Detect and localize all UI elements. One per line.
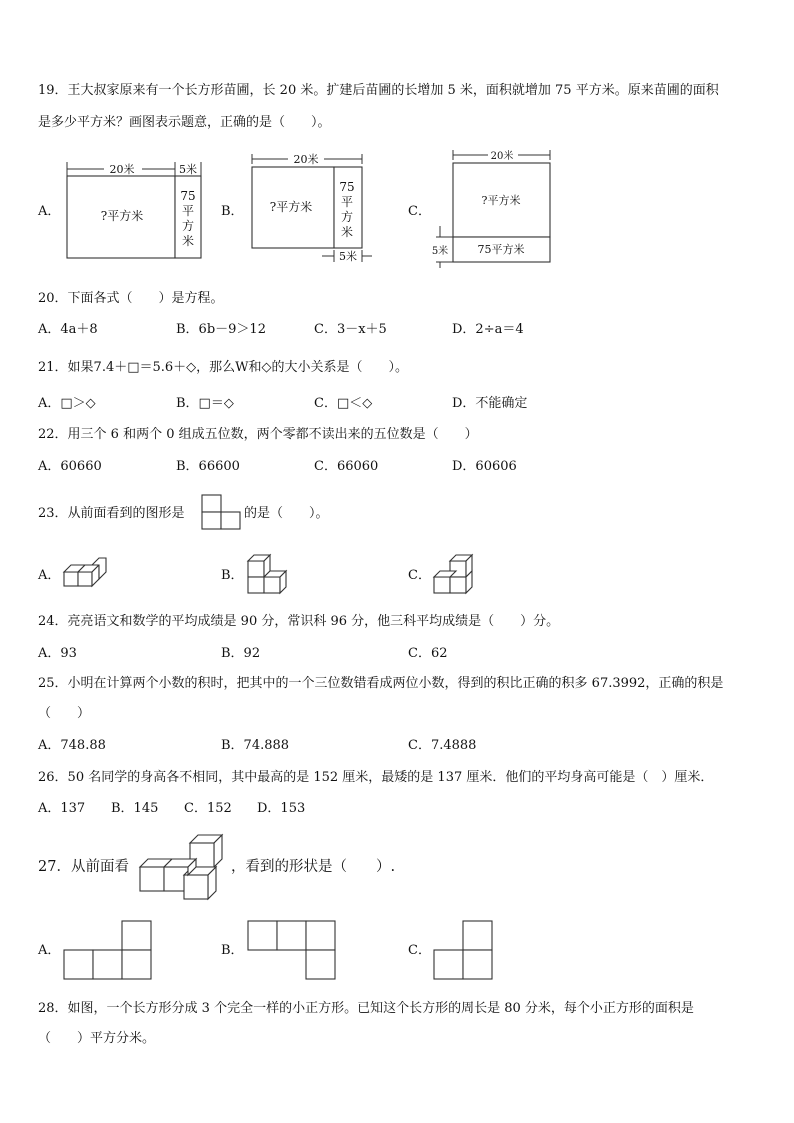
q25-stem-line1: 25．小明在计算两个小数的积时，把其中的一个三位数错看成两位小数，得到的积比正确的积多 67.3992，正确的积是 — [38, 676, 724, 691]
q21-option-b[interactable]: B．□＝◇ — [176, 396, 234, 411]
q20-option-c[interactable]: C．3－x＋5 — [314, 322, 387, 337]
q24-option-b[interactable]: B．92 — [221, 646, 261, 661]
q19c-len20: 20米 — [490, 151, 514, 162]
q26-option-c[interactable]: C．152 — [184, 801, 232, 816]
q19a-len20: 20米 — [109, 163, 135, 176]
q26-option-b[interactable]: B．145 — [111, 801, 159, 816]
q27-option-b-shape — [246, 918, 340, 982]
q27-option-a-label[interactable]: A． — [38, 943, 61, 958]
q20-option-d[interactable]: D．2÷a＝4 — [452, 322, 524, 337]
q25-option-a[interactable]: A．748.88 — [38, 738, 106, 753]
q23-option-c-cubes — [432, 553, 478, 595]
q21-option-a[interactable]: A．□＞◇ — [38, 396, 96, 411]
q22-option-b[interactable]: B．66600 — [176, 459, 240, 474]
q26-option-d[interactable]: D．153 — [257, 801, 306, 816]
q22-option-c[interactable]: C．66060 — [314, 459, 379, 474]
q21-option-c[interactable]: C．□＜◇ — [314, 396, 373, 411]
q23-option-c-label[interactable]: C． — [408, 568, 431, 583]
q23-stem-b: 的是（ ）。 — [244, 506, 329, 521]
q19a-area75-1: 75 — [180, 189, 196, 203]
q19a-unknown-area: ?平方米 — [100, 209, 144, 223]
q19c-len5: 5米 — [431, 246, 449, 257]
q23-option-b-label[interactable]: B． — [221, 568, 244, 583]
q19b-area75-1: 75 — [339, 180, 355, 194]
q21-option-d[interactable]: D．不能确定 — [452, 396, 528, 411]
q19a-area75-2: 平 — [181, 204, 195, 218]
q19b-area75-4: 米 — [340, 225, 354, 239]
q19-stem-line1: 19．王大叔家原来有一个长方形苗圃，长 20 米。扩建后苗圃的长增加 5 米，面积就增加 75 平方米。原来苗圃的面积 — [38, 83, 719, 98]
q23-option-a-label[interactable]: A． — [38, 568, 61, 583]
q19-option-c-label[interactable]: C． — [408, 204, 431, 219]
q19a-len5: 5米 — [179, 163, 197, 176]
q26-option-a[interactable]: A．137 — [38, 801, 86, 816]
q24-stem: 24．亮亮语文和数学的平均成绩是 90 分，常识科 96 分，他三科平均成绩是（ ）分。 — [38, 614, 560, 629]
q28-stem-line2: （ ）平方分米。 — [38, 1031, 156, 1046]
q19-figure-c — [428, 146, 558, 270]
q27-option-c-label[interactable]: C． — [408, 943, 431, 958]
q19-option-a-label[interactable]: A． — [38, 204, 61, 219]
q19c-unknown-area: ?平方米 — [481, 194, 521, 207]
q27-stem-b: ，看到的形状是（ ）. — [231, 859, 396, 875]
q28-stem-line1: 28．如图，一个长方形分成 3 个完全一样的小正方形。已知这个长方形的周长是 80 分米，每个小正方形的面积是 — [38, 1001, 694, 1016]
q27-option-b-label[interactable]: B． — [221, 943, 244, 958]
q20-option-b[interactable]: B．6b－9＞12 — [176, 322, 266, 337]
q26-stem: 26．50 名同学的身高各不相同，其中最高的是 152 厘米，最矮的是 137 厘米．他们的平均身高可能是（ ）厘米． — [38, 770, 714, 785]
q25-stem-line2: （ ） — [38, 706, 91, 721]
q25-option-c[interactable]: C．7.4888 — [408, 738, 477, 753]
q23-option-a-cubes — [62, 558, 108, 592]
q19b-area75-2: 平 — [340, 195, 354, 209]
q27-stem-a: 27．从前面看 — [38, 859, 129, 875]
q19-figure-b — [246, 150, 376, 268]
q22-option-d[interactable]: D．60606 — [452, 459, 517, 474]
q19-option-b-label[interactable]: B． — [221, 204, 244, 219]
q21-stem: 21．如果7.4＋□＝5.6＋◇，那么W和◇的大小关系是（ ）。 — [38, 360, 409, 375]
q25-option-b[interactable]: B．74.888 — [221, 738, 290, 753]
q23-front-view-figure — [200, 493, 242, 531]
q19-stem-line2: 是多少平方米？画图表示题意，正确的是（ ）。 — [38, 115, 331, 130]
q27-option-c-shape — [432, 918, 498, 982]
q19a-area75-3: 方 — [181, 219, 195, 233]
q27-option-a-shape — [62, 918, 156, 982]
q19b-len5: 5米 — [339, 250, 357, 263]
q27-solid-figure — [136, 831, 232, 903]
q24-option-a[interactable]: A．93 — [38, 646, 77, 661]
q24-option-c[interactable]: C．62 — [408, 646, 448, 661]
q22-option-a[interactable]: A．60660 — [38, 459, 102, 474]
q19b-area75-3: 方 — [340, 210, 354, 224]
q20-stem: 20．下面各式（ ）是方程。 — [38, 291, 224, 306]
q19-figure-a — [62, 158, 212, 262]
q23-stem-a: 23．从前面看到的图形是 — [38, 506, 185, 521]
q19b-unknown-area: ?平方米 — [269, 200, 313, 214]
q19c-area75: 75平方米 — [477, 243, 525, 256]
q19b-len20: 20米 — [293, 153, 319, 166]
q22-stem: 22．用三个 6 和两个 0 组成五位数，两个零都不读出来的五位数是（ ） — [38, 427, 478, 442]
q19a-area75-4: 米 — [181, 234, 195, 248]
q23-option-b-cubes — [246, 553, 292, 595]
q20-option-a[interactable]: A．4a＋8 — [38, 322, 98, 337]
